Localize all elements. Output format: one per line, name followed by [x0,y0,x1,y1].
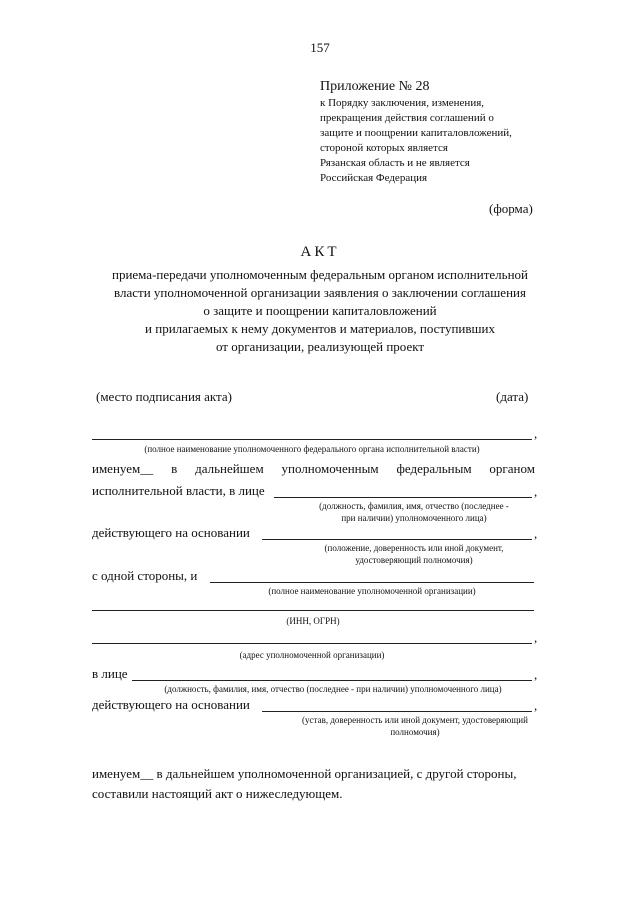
closing-line: составили настоящий акт о нижеследующем. [92,786,343,801]
hint-person-line: (должность, фамилия, имя, отчество (последнее - [319,501,509,511]
hint-basis-full [290,714,540,738]
comma: , [534,484,538,499]
basis-line-2[interactable] [262,711,532,712]
hint-federal-body: (полное наименование уполномоченного федерального органа исполнительной власти) [144,444,480,454]
person-line-2[interactable] [132,680,532,681]
comma: , [534,667,538,682]
named-word: уполномоченным [281,461,379,476]
closing-paragraph [92,764,517,804]
date-label: (дата) [496,389,529,404]
page-number: 157 [310,40,330,55]
appendix-line: прекращения действия соглашений о [320,112,494,124]
hint-basis-full-line: (устав, доверенность или иной документ, удостоверяющий [302,715,528,725]
hint-inn: (ИНН, ОГРН) [286,616,340,626]
inn-line[interactable] [92,610,534,611]
appendix-block [320,78,512,186]
in-person-label: в лице [92,666,128,681]
one-side-label: с одной стороны, и [92,568,198,583]
appendix-line: Российская Федерация [320,172,428,184]
named-word: именуем__ [92,461,154,476]
comma: , [534,426,538,441]
place-label: (место подписания акта) [96,389,232,404]
hint-org-name: (полное наименование уполномоченной организации) [268,586,476,596]
act-subtitle-line: приема-передачи уполномоченным федеральным органом исполнительной [111,267,529,282]
closing-line: именуем__ в дальнейшем уполномоченной организацией, с другой стороны, [92,766,517,781]
named-word: в [171,461,178,476]
act-subtitle-line: власти уполномоченной организации заявления о заключении соглашения [114,285,526,300]
hint-basis [296,542,532,566]
hint-basis-line: (положение, доверенность или иной документ, [324,543,504,553]
hint-basis-line: удостоверяющий полномочия) [355,555,473,565]
hint-person-full: (должность, фамилия, имя, отчество (последнее - при наличии) уполномоченного лица) [164,684,502,694]
act-subtitle-line: о защите и поощрении капиталовложений [203,303,437,318]
comma: , [534,526,538,541]
hint-address: (адрес уполномоченной организации) [239,650,385,660]
named-word: органом [489,461,535,476]
acting-basis-label: действующего на основании [92,525,250,540]
form-label: (форма) [489,201,533,216]
appendix-line: к Порядку заключения, изменения, [320,97,485,109]
hint-person [296,500,532,524]
act-subtitle [0,266,640,356]
appendix-line: стороной которых является [320,142,448,154]
named-line [92,461,535,477]
named-word: дальнейшем [195,461,264,476]
org-name-line[interactable] [210,582,534,583]
act-title: АКТ [300,244,340,260]
appendix-line: защите и поощрении капиталовложений, [320,127,512,139]
named-word: федеральным [396,461,472,476]
act-subtitle-line: и прилагаемых к нему документов и материалов, поступивших [145,321,495,336]
comma: , [534,698,538,713]
appendix-line: Рязанская область и не является [320,157,470,169]
person-line[interactable] [274,497,532,498]
act-subtitle-line: от организации, реализующей проект [215,339,425,354]
basis-line[interactable] [262,539,532,540]
comma: , [534,630,538,645]
exec-power-prefix: исполнительной власти, в лице [92,483,265,498]
address-line[interactable] [92,643,532,644]
federal-body-line[interactable] [92,439,532,440]
hint-basis-full-line: полномочия) [390,727,440,737]
appendix-title: Приложение № 28 [320,79,430,94]
acting-basis-label-2: действующего на основании [92,697,250,712]
hint-person-line: при наличии) уполномоченного лица) [341,513,487,523]
